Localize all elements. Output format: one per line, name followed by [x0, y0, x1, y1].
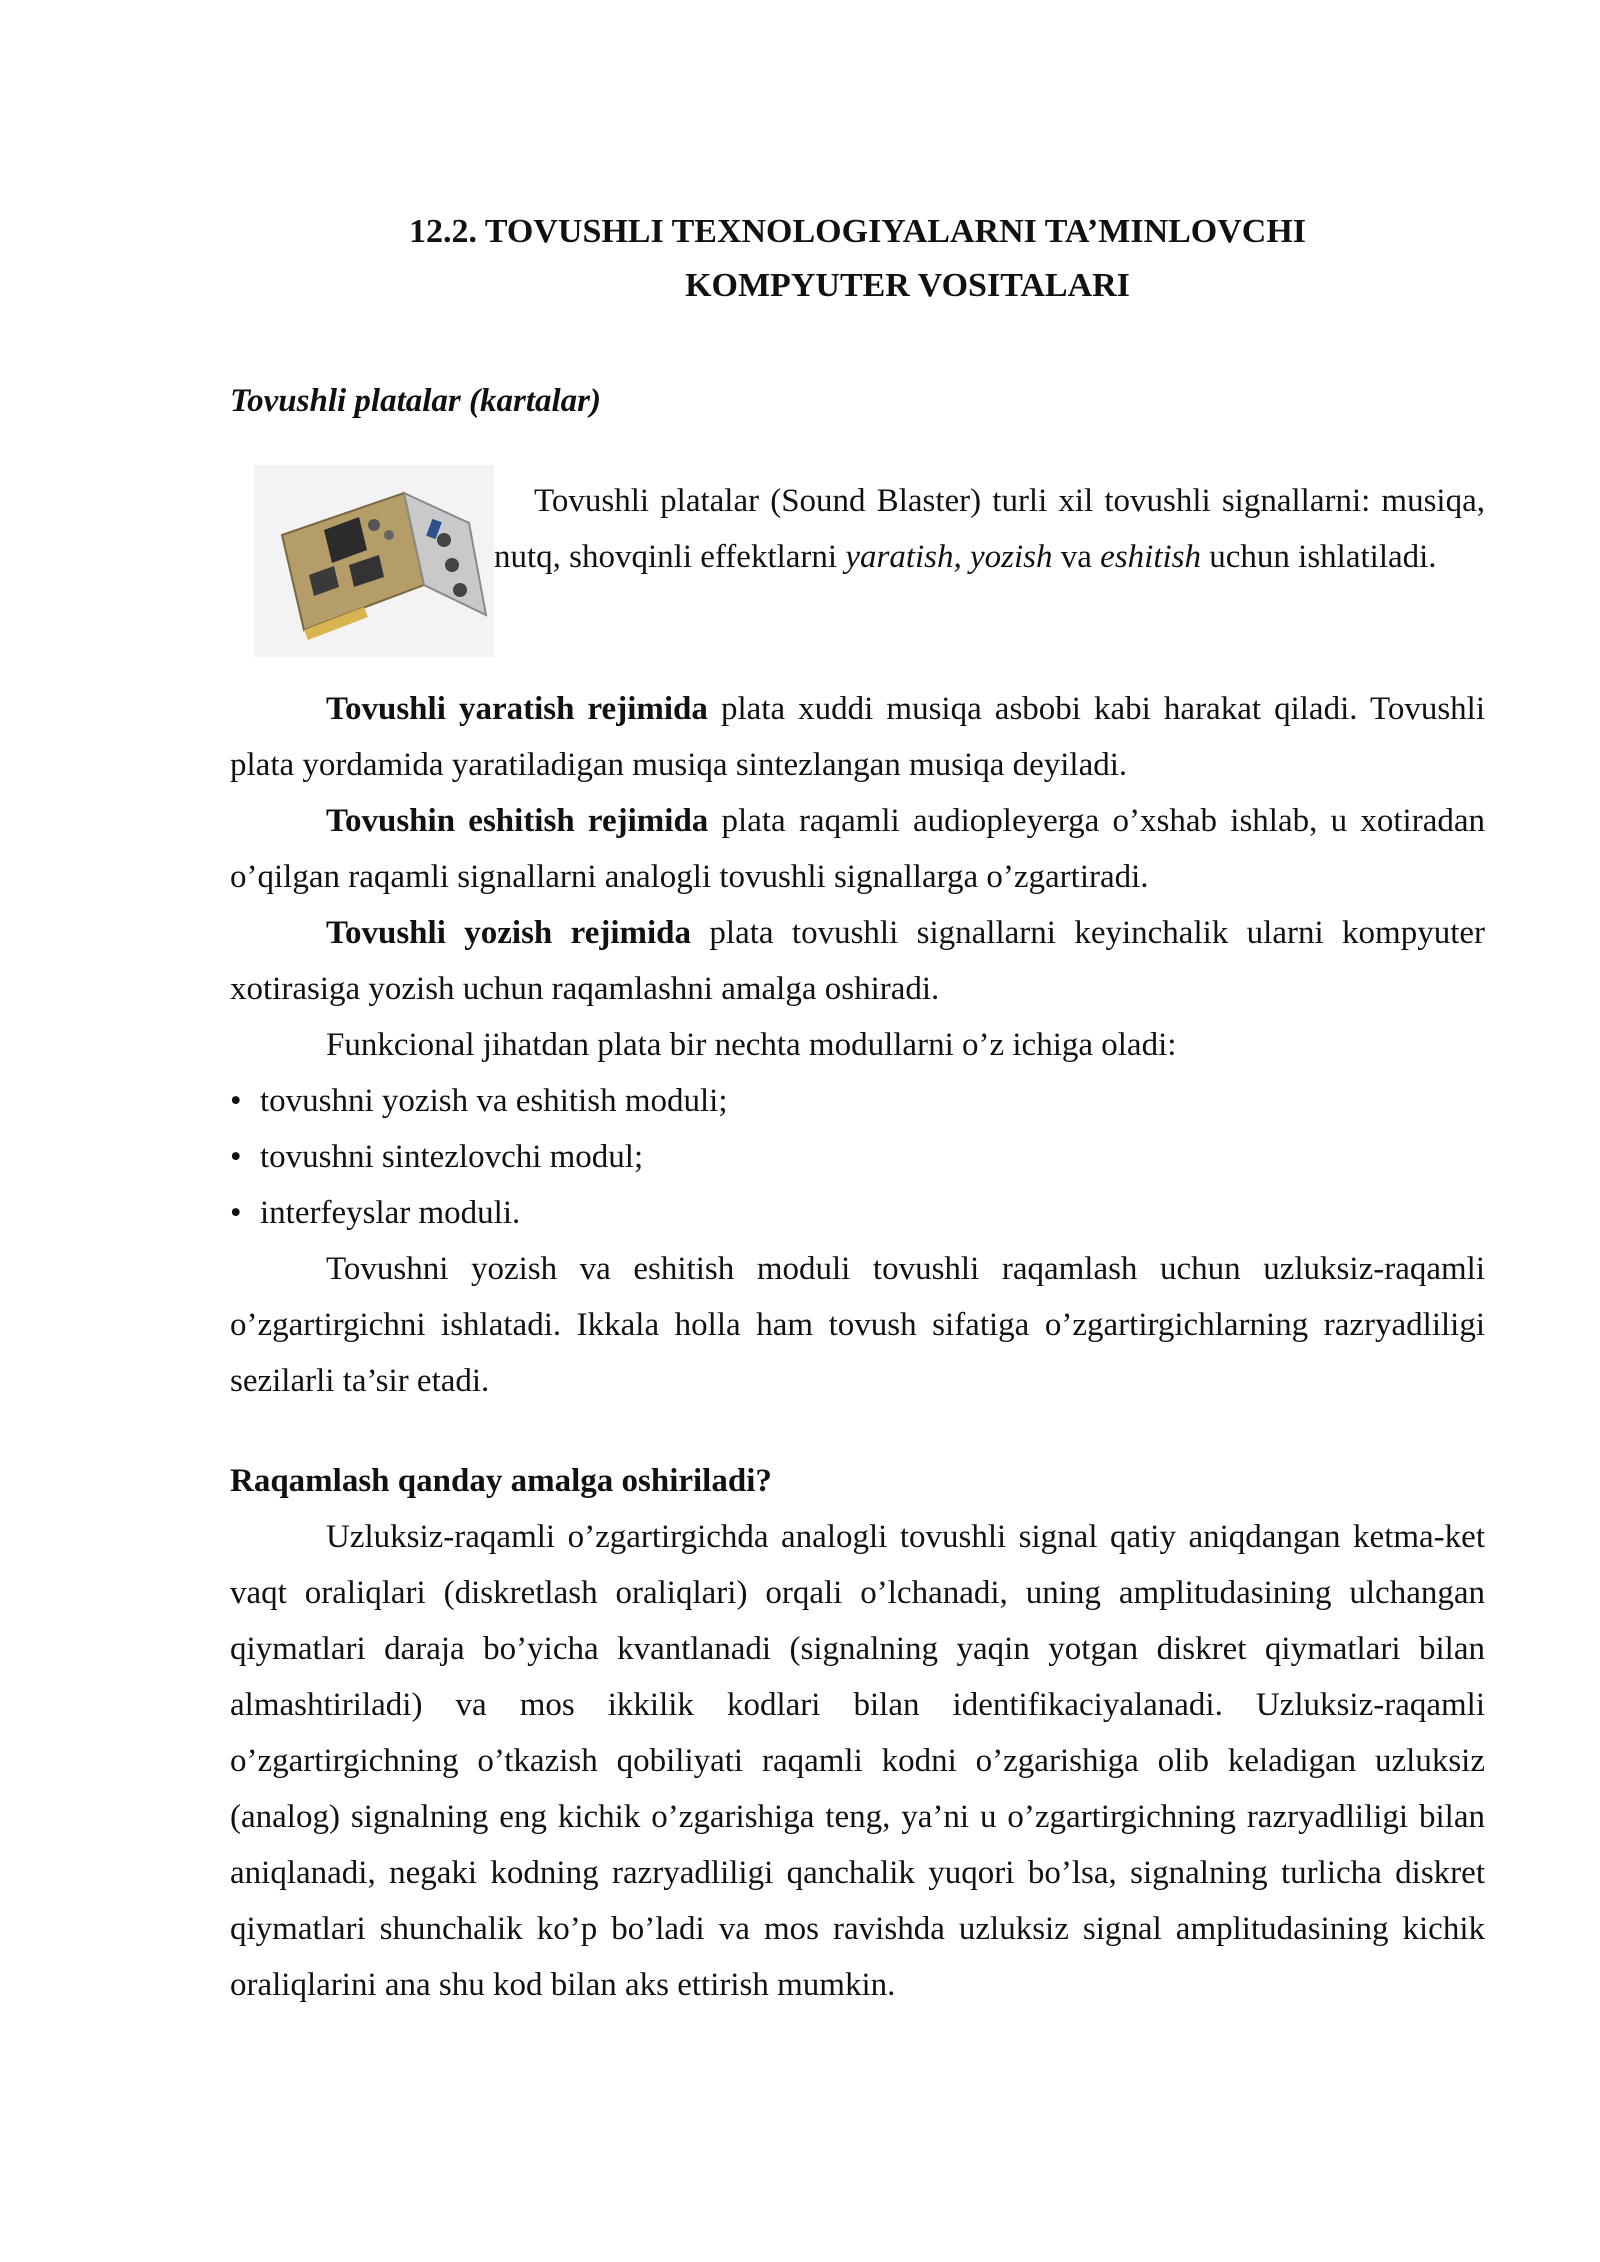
section-heading-sound-cards: Tovushli platalar (kartalar) — [230, 383, 602, 419]
paragraph-converter: Tovushni yozish va eshitish moduli tovushli raqamlash uchun uzluksiz-raqamli o’zgartirgichni ishlatadi. Ikkala holla ham tovush sifatiga o’zgartirgichlarning razryadliligi sezilarli ta’sir etadi. — [230, 1251, 1485, 1399]
sound-card-photo — [254, 465, 494, 657]
body-text — [230, 681, 1485, 1409]
term-play-mode: Tovushin eshitish rejimida — [326, 803, 709, 839]
list-item: • tovushni yozish va eshitish moduli; — [230, 1073, 1485, 1129]
intro-block — [230, 465, 1485, 665]
list-item: • interfeyslar moduli. — [230, 1185, 1485, 1241]
paragraph-play-mode — [230, 793, 1485, 905]
sound-card-image — [254, 465, 494, 657]
title-line-1: 12.2. TOVUSHLI TEXNOLOGIYALARNI TA’MINLOVCHI — [408, 213, 1307, 250]
paragraph-modules-intro: Funkcional jihatdan plata bir nechta modullarni o’z ichiga oladi: — [326, 1027, 1177, 1063]
section-heading-digitizing: Raqamlash qanday amalga oshiriladi? — [230, 1463, 772, 1499]
list-item: • tovushni sintezlovchi modul; — [230, 1129, 1485, 1185]
intro-text-1: Tovushli platalar (Sound Blaster) turli xil tovushli signallarni: musiqa, nutq, shovqinli effektlarni — [494, 483, 1485, 575]
paragraph-create-mode-text: plata xuddi musiqa asbobi kabi harakat qiladi. Tovushli plata yordamida yaratiladigan musiqa sintezlangan musiqa deyiladi. — [230, 691, 1486, 783]
paragraph-play-mode-text: plata raqamli audiopleyerga o’xshab ishlab, u xotiradan o’qilgan raqamli signallarni analogli tovushli signallarga o’zgartiradi. — [230, 803, 1485, 895]
title-line-2: KOMPYUTER VOSITALARI — [685, 267, 1130, 304]
modules-list — [230, 1073, 1485, 1241]
term-create-mode: Tovushli yaratish rejimida — [326, 691, 708, 727]
paragraph-record-mode-text: plata tovushli signallarni keyinchalik ularni kompyuter xotirasiga yozish uchun raqamlashni amalga oshiradi. — [230, 915, 1485, 1007]
term-record-mode: Tovushli yozish rejimida — [326, 915, 692, 951]
paragraph-digitizing: Uzluksiz-raqamli o’zgartirgichda analogli tovushli signal qatiy aniqdangan ketma-ket vaqt oraliqlari (diskretlash oraliqlari) orqali o’lchanadi, uning amplitudasining ulchangan qiymatlari daraja bo’yicha kvantlanadi (signalning yaqin yotgan diskret qiymatlari bilan almashtiriladi) va mos ikkilik kodlari bilan identifikaciyalanadi. Uzluksiz-raqamli o’zgartirgichning o’tkazish qobiliyati raqamli kodni o’zgarishiga olib keladigan uzluksiz (analog) signalning eng kichik o’zgarishiga teng, ya’ni u o’zgartirgichning razryadliligi bilan aniqlanadi, negaki kodning razryadliligi qanchalik yuqori bo’lsa, signalning turlicha diskret qiymatlari shunchalik ko’p bo’ladi va mos ravishda uzluksiz signal amplitudasining kichik oraliqlarini ana shu kod bilan aks ettirish mumkin. — [230, 1519, 1485, 2003]
paragraph-create-mode — [230, 681, 1485, 793]
intro-text-3: uchun ishlatiladi. — [1201, 539, 1437, 575]
intro-emphasis-1: yaratish, yozish — [845, 539, 1053, 575]
intro-text-2: va — [1052, 539, 1101, 575]
paragraph-record-mode — [230, 905, 1485, 1017]
document-page — [230, 205, 1485, 2013]
page-title — [230, 205, 1485, 313]
intro-paragraph — [494, 473, 1485, 585]
intro-emphasis-2: eshitish — [1100, 539, 1202, 575]
